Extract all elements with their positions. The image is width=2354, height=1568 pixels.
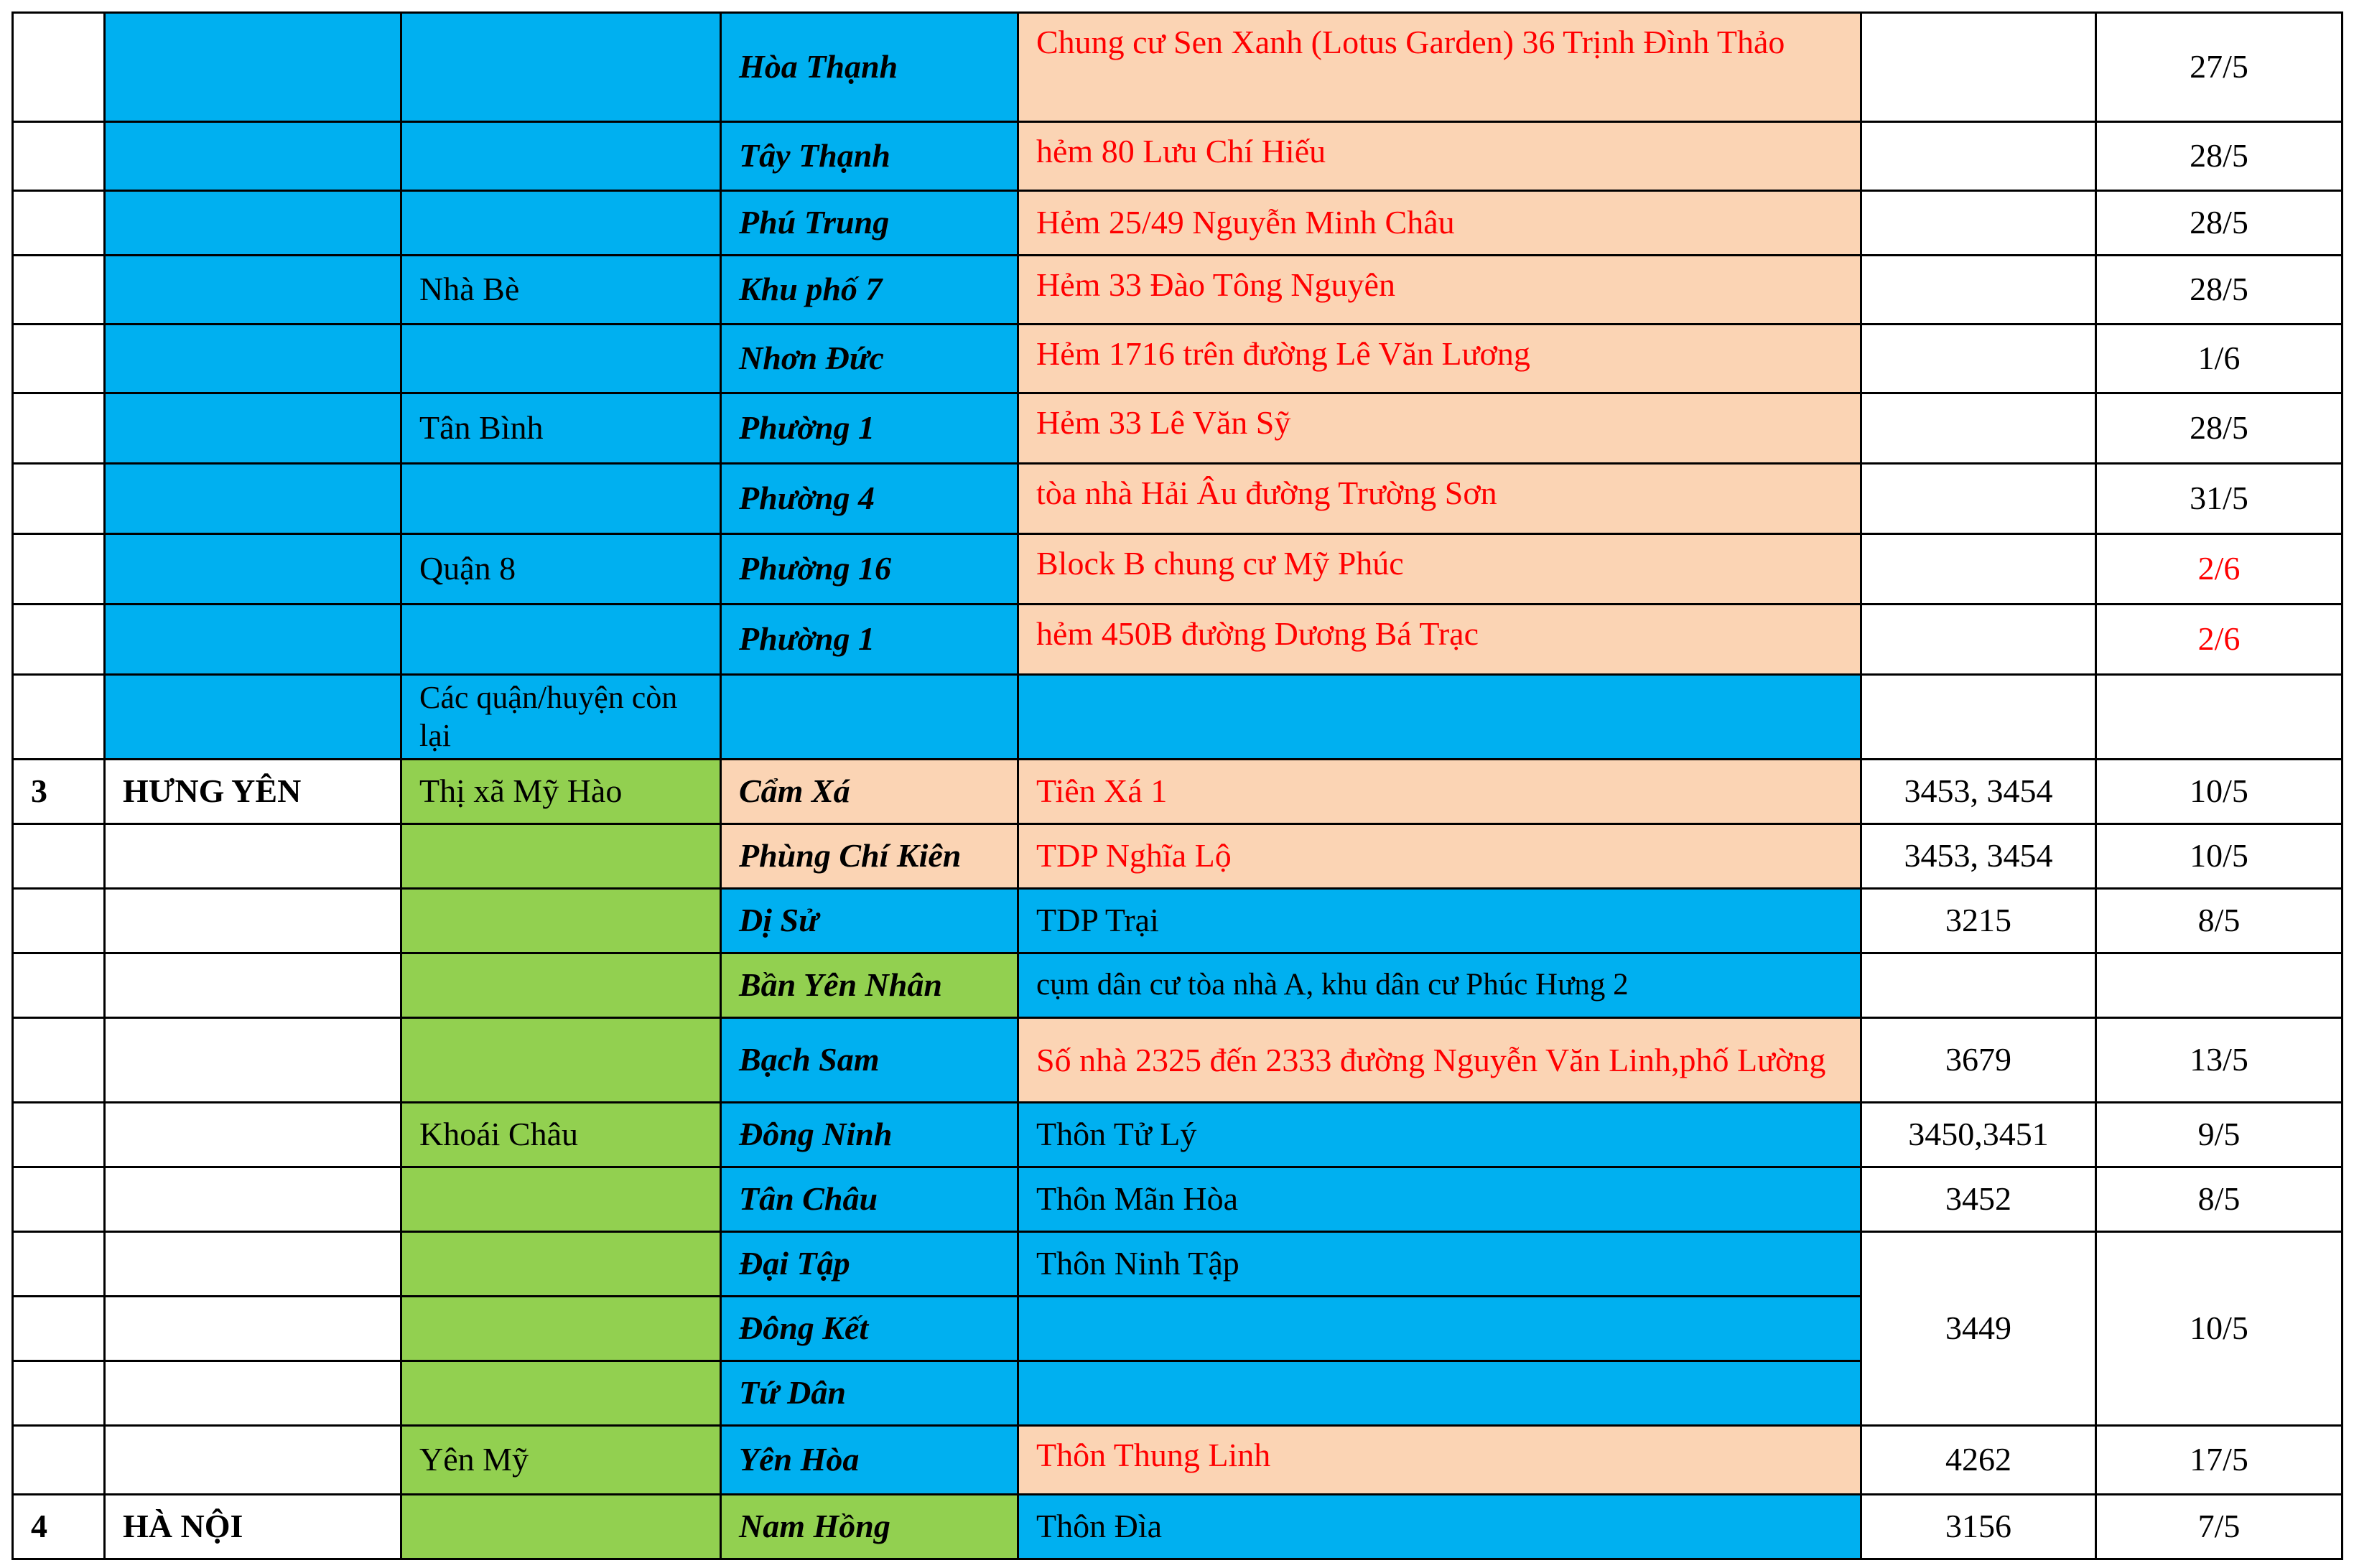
cell-province <box>105 325 401 393</box>
cell-address: Số nhà 2325 đến 2333 đường Nguyễn Văn Linh,phố Lường <box>1018 1018 1861 1103</box>
cell-ward: Cẩm Xá <box>721 760 1018 824</box>
table-row <box>13 1167 2343 1232</box>
cell-address <box>1018 1361 1861 1426</box>
cell-district: Khoái Châu <box>401 1103 721 1167</box>
cell-address: tòa nhà Hải Âu đường Trường Sơn <box>1018 464 1861 534</box>
cell-ward: Tây Thạnh <box>721 122 1018 191</box>
outbreak-locations-table <box>11 11 2343 1560</box>
table-row <box>13 675 2343 760</box>
cell-date <box>2096 675 2343 760</box>
cell-ward: Dị Sử <box>721 889 1018 953</box>
cell-province <box>105 13 401 122</box>
cell-district <box>401 605 721 675</box>
cell-samples <box>1861 13 2096 122</box>
cell-province <box>105 122 401 191</box>
table-row <box>13 1495 2343 1559</box>
cell-samples <box>1861 256 2096 325</box>
cell-date: 17/5 <box>2096 1426 2343 1495</box>
cell-province <box>105 1361 401 1426</box>
cell-province: HÀ NỘI <box>105 1495 401 1559</box>
cell-samples: 3453, 3454 <box>1861 760 2096 824</box>
table-row <box>13 824 2343 889</box>
table-row <box>13 1018 2343 1103</box>
table-row <box>13 393 2343 464</box>
cell-no <box>13 889 105 953</box>
cell-ward: Phường 1 <box>721 393 1018 464</box>
cell-date: 2/6 <box>2096 534 2343 605</box>
cell-date: 13/5 <box>2096 1018 2343 1103</box>
cell-province <box>105 1232 401 1297</box>
cell-date: 10/5 <box>2096 1232 2343 1426</box>
cell-no <box>13 325 105 393</box>
cell-no <box>13 191 105 256</box>
cell-samples <box>1861 325 2096 393</box>
cell-province <box>105 393 401 464</box>
cell-province <box>105 464 401 534</box>
cell-district: Tân Bình <box>401 393 721 464</box>
cell-samples: 3156 <box>1861 1495 2096 1559</box>
cell-no <box>13 1232 105 1297</box>
cell-address: Thôn Đìa <box>1018 1495 1861 1559</box>
cell-province <box>105 1167 401 1232</box>
cell-ward: Khu phố 7 <box>721 256 1018 325</box>
cell-address: Tiên Xá 1 <box>1018 760 1861 824</box>
table-row <box>13 122 2343 191</box>
cell-address: Hẻm 25/49 Nguyễn Minh Châu <box>1018 191 1861 256</box>
table-row <box>13 325 2343 393</box>
cell-date: 9/5 <box>2096 1103 2343 1167</box>
cell-province <box>105 1103 401 1167</box>
cell-ward: Phú Trung <box>721 191 1018 256</box>
cell-no <box>13 824 105 889</box>
cell-no <box>13 1426 105 1495</box>
cell-district <box>401 1167 721 1232</box>
cell-ward: Tứ Dân <box>721 1361 1018 1426</box>
cell-date: 2/6 <box>2096 605 2343 675</box>
cell-no <box>13 464 105 534</box>
cell-address: hẻm 450B đường Dương Bá Trạc <box>1018 605 1861 675</box>
cell-address: cụm dân cư tòa nhà A, khu dân cư Phúc Hưng 2 <box>1018 953 1861 1018</box>
cell-province <box>105 953 401 1018</box>
cell-samples <box>1861 393 2096 464</box>
cell-date: 31/5 <box>2096 464 2343 534</box>
table-row <box>13 534 2343 605</box>
table-row <box>13 1426 2343 1495</box>
cell-district <box>401 325 721 393</box>
cell-ward: Phường 16 <box>721 534 1018 605</box>
cell-samples <box>1861 534 2096 605</box>
cell-no: 3 <box>13 760 105 824</box>
cell-date: 10/5 <box>2096 760 2343 824</box>
cell-district <box>401 824 721 889</box>
cell-district <box>401 191 721 256</box>
cell-province <box>105 191 401 256</box>
cell-date: 28/5 <box>2096 393 2343 464</box>
cell-district: Yên Mỹ <box>401 1426 721 1495</box>
cell-samples <box>1861 675 2096 760</box>
cell-province <box>105 1297 401 1361</box>
cell-address: Chung cư Sen Xanh (Lotus Garden) 36 Trịnh Đình Thảo <box>1018 13 1861 122</box>
cell-province: HƯNG YÊN <box>105 760 401 824</box>
cell-ward: Đông Ninh <box>721 1103 1018 1167</box>
table-row <box>13 191 2343 256</box>
cell-no <box>13 13 105 122</box>
cell-samples: 3215 <box>1861 889 2096 953</box>
cell-district: Nhà Bè <box>401 256 721 325</box>
cell-address <box>1018 675 1861 760</box>
cell-no: 4 <box>13 1495 105 1559</box>
cell-address: Thôn Thung Linh <box>1018 1426 1861 1495</box>
cell-address: Block B chung cư Mỹ Phúc <box>1018 534 1861 605</box>
cell-ward: Phường 4 <box>721 464 1018 534</box>
cell-no <box>13 605 105 675</box>
cell-district <box>401 464 721 534</box>
cell-date: 28/5 <box>2096 122 2343 191</box>
table-row <box>13 1103 2343 1167</box>
cell-ward <box>721 675 1018 760</box>
cell-district: Các quận/huyện còn lại <box>401 675 721 760</box>
cell-district <box>401 13 721 122</box>
table-row <box>13 760 2343 824</box>
cell-samples: 3449 <box>1861 1232 2096 1426</box>
cell-no <box>13 1103 105 1167</box>
cell-samples <box>1861 464 2096 534</box>
cell-no <box>13 534 105 605</box>
cell-ward: Đông Kết <box>721 1297 1018 1361</box>
cell-date: 7/5 <box>2096 1495 2343 1559</box>
cell-ward: Phùng Chí Kiên <box>721 824 1018 889</box>
cell-district <box>401 889 721 953</box>
cell-province <box>105 605 401 675</box>
cell-address: TDP Trại <box>1018 889 1861 953</box>
cell-district <box>401 122 721 191</box>
cell-no <box>13 393 105 464</box>
cell-province <box>105 1426 401 1495</box>
cell-no <box>13 122 105 191</box>
cell-no <box>13 256 105 325</box>
cell-district <box>401 1018 721 1103</box>
cell-address: Hẻm 1716 trên đường Lê Văn Lương <box>1018 325 1861 393</box>
cell-district: Thị xã Mỹ Hào <box>401 760 721 824</box>
cell-date: 8/5 <box>2096 1167 2343 1232</box>
cell-district <box>401 953 721 1018</box>
cell-district: Quận 8 <box>401 534 721 605</box>
cell-ward: Phường 1 <box>721 605 1018 675</box>
table-row <box>13 953 2343 1018</box>
cell-address <box>1018 1297 1861 1361</box>
cell-no <box>13 1361 105 1426</box>
cell-ward: Bần Yên Nhân <box>721 953 1018 1018</box>
cell-no <box>13 675 105 760</box>
cell-province <box>105 824 401 889</box>
cell-address: TDP Nghĩa Lộ <box>1018 824 1861 889</box>
cell-date: 8/5 <box>2096 889 2343 953</box>
cell-ward: Đại Tập <box>721 1232 1018 1297</box>
cell-ward: Bạch Sam <box>721 1018 1018 1103</box>
cell-no <box>13 1297 105 1361</box>
table-row <box>13 889 2343 953</box>
cell-samples <box>1861 191 2096 256</box>
cell-date: 27/5 <box>2096 13 2343 122</box>
table-row <box>13 464 2343 534</box>
cell-district <box>401 1232 721 1297</box>
cell-address: Thôn Ninh Tập <box>1018 1232 1861 1297</box>
cell-ward: Nhơn Đức <box>721 325 1018 393</box>
cell-date: 28/5 <box>2096 191 2343 256</box>
cell-address: hẻm 80 Lưu Chí Hiếu <box>1018 122 1861 191</box>
cell-ward: Hòa Thạnh <box>721 13 1018 122</box>
table-row <box>13 13 2343 122</box>
cell-district <box>401 1361 721 1426</box>
cell-date: 1/6 <box>2096 325 2343 393</box>
cell-province <box>105 534 401 605</box>
cell-ward: Yên Hòa <box>721 1426 1018 1495</box>
cell-no <box>13 1018 105 1103</box>
cell-no <box>13 1167 105 1232</box>
table-row <box>13 256 2343 325</box>
cell-samples <box>1861 605 2096 675</box>
cell-district <box>401 1297 721 1361</box>
cell-address: Hẻm 33 Lê Văn Sỹ <box>1018 393 1861 464</box>
cell-province <box>105 889 401 953</box>
cell-samples: 3452 <box>1861 1167 2096 1232</box>
cell-date: 10/5 <box>2096 824 2343 889</box>
table-row <box>13 1232 2343 1297</box>
cell-samples: 3679 <box>1861 1018 2096 1103</box>
cell-date <box>2096 953 2343 1018</box>
cell-samples <box>1861 122 2096 191</box>
cell-samples <box>1861 953 2096 1018</box>
cell-district <box>401 1495 721 1559</box>
cell-ward: Tân Châu <box>721 1167 1018 1232</box>
cell-province <box>105 1018 401 1103</box>
cell-samples: 3453, 3454 <box>1861 824 2096 889</box>
cell-address: Thôn Tử Lý <box>1018 1103 1861 1167</box>
cell-date: 28/5 <box>2096 256 2343 325</box>
cell-no <box>13 953 105 1018</box>
cell-address: Thôn Mãn Hòa <box>1018 1167 1861 1232</box>
cell-address: Hẻm 33 Đào Tông Nguyên <box>1018 256 1861 325</box>
cell-ward: Nam Hồng <box>721 1495 1018 1559</box>
cell-samples: 4262 <box>1861 1426 2096 1495</box>
cell-province <box>105 675 401 760</box>
table-row <box>13 605 2343 675</box>
cell-province <box>105 256 401 325</box>
cell-samples: 3450,3451 <box>1861 1103 2096 1167</box>
